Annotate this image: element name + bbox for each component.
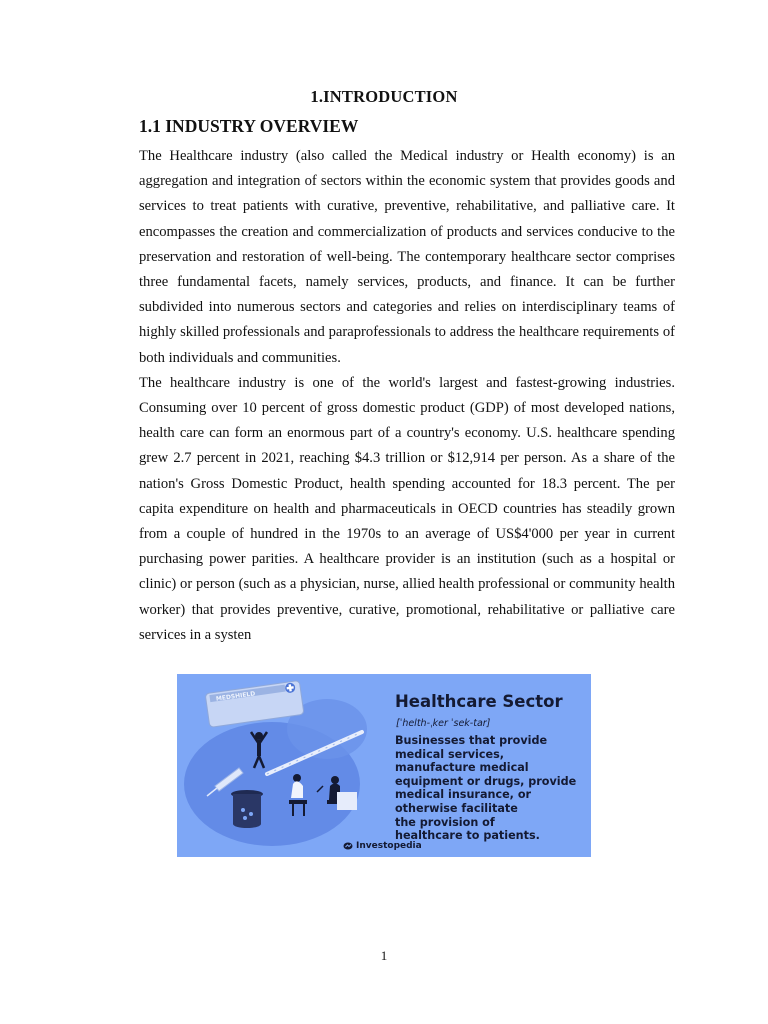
figure-brand: [343, 841, 422, 851]
section-title: 1.1 INDUSTRY OVERVIEW: [139, 116, 359, 136]
description-line: medical services,: [395, 747, 505, 761]
paragraph-2: The healthcare industry is one of the world's largest and fastest-growing industries. Consuming over 10 percent of gross domestic product (GDP) of most developed nations, health care can form an enormous part of a country's economy. U.S. healthcare spending grew 2.7 percent in 2021, reaching $4.3 trillion or $12,914 per person. As a share of the nation's Gross Domestic Product, health spending accounted for 18.3 percent. The per capita expenditure on health and pharmaceuticals in OECD countries has steadily grown from a couple of hundred in the 1970s to an average of US$4'000 per year in current purchasing power parities. A healthcare provider is an institution (such as a hospital or clinic) or person (such as a physician, nurse, allied health professional or community health worker) that provides preventive, curative, promotional, rehabilitative or palliative care services in a systen: [139, 374, 675, 643]
healthcare-sector-figure: [177, 674, 591, 857]
description-line: otherwise facilitate: [395, 801, 518, 815]
box-label: MEDSHIELD: [215, 690, 256, 703]
investopedia-logo-icon: [343, 842, 353, 850]
description-line: equipment or drugs, provide: [395, 774, 577, 788]
description-line: the provision of: [395, 815, 495, 829]
healthcare-illustration: [177, 674, 397, 857]
page-number: 1: [380, 948, 388, 963]
figure-title: Healthcare Sector: [395, 692, 563, 711]
paragraph-1: The Healthcare industry (also called the Medical industry or Health economy) is an aggregation and integration of sectors within the economic system that provides goods and services to treat patients with curative, preventive, rehabilitative, and palliative care. It encompasses the creation and commercialization of products and services conducive to the preservation and restoration of well-being. The contemporary healthcare sector comprises three fundamental facets, namely services, products, and finance. It can be further subdivided into numerous sectors and categories and relies on interdisciplinary teams of highly skilled professionals and paraprofessionals to address the healthcare requirements of both individuals and communities.: [139, 148, 675, 366]
figure-description: [395, 734, 591, 843]
body-text: [139, 144, 675, 648]
figure-pronunciation: [ˈhelth-ˌker ˈsek-tar]: [396, 718, 491, 729]
description-line: Businesses that provide: [395, 734, 548, 747]
description-line: medical insurance, or: [395, 788, 532, 802]
brand-name: Investopedia: [356, 841, 422, 851]
description-line: healthcare to patients.: [395, 829, 540, 843]
description-line: manufacture medical: [395, 761, 529, 775]
chapter-title: 1.INTRODUCTION: [310, 87, 458, 106]
